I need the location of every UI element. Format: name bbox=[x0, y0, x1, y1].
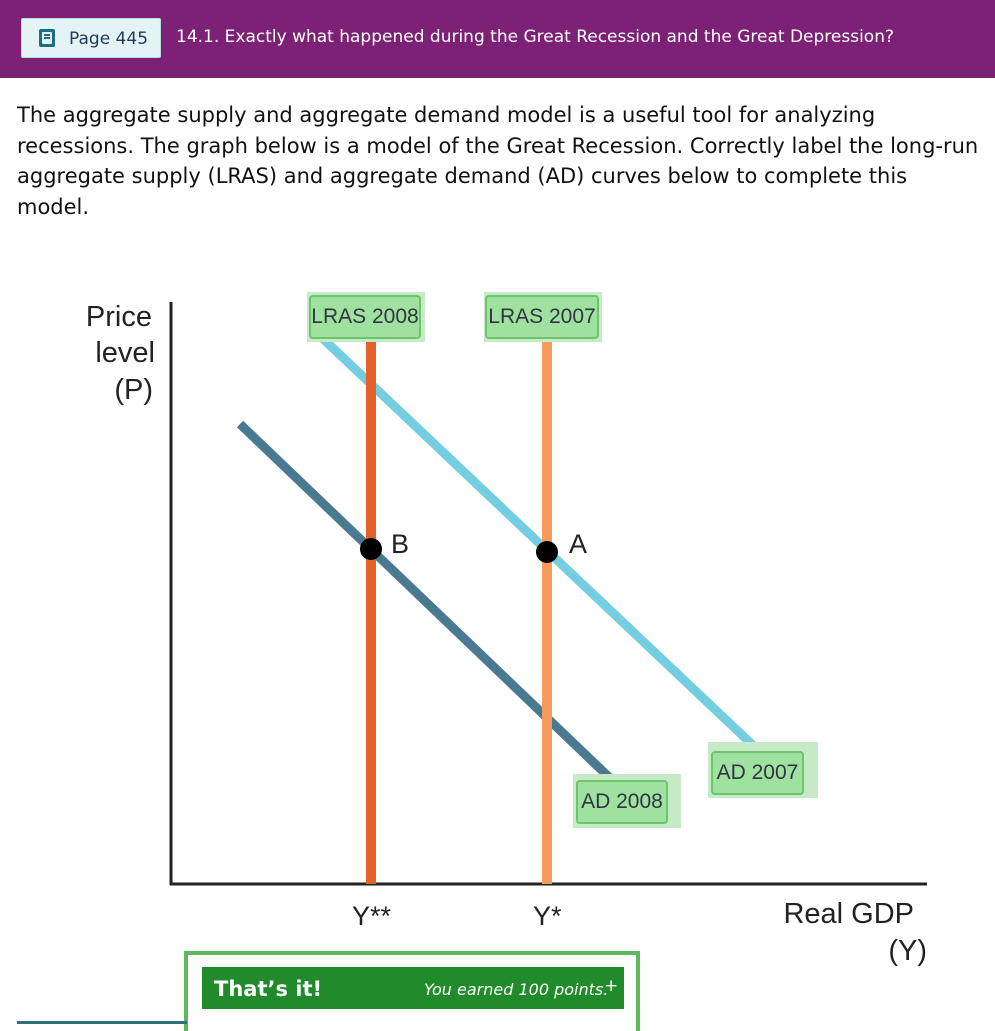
tick-label-y-star: Y* bbox=[533, 901, 562, 931]
ad-2007-curve bbox=[318, 334, 760, 752]
ad-2008-curve bbox=[240, 424, 612, 780]
feedback-title: That’s it! bbox=[214, 977, 323, 1001]
equilibrium-point-b bbox=[360, 538, 382, 560]
x-axis-label-line1: Real GDP bbox=[783, 898, 914, 930]
y-axis-label-line1: Price bbox=[85, 301, 152, 333]
feedback-banner bbox=[202, 967, 624, 1009]
label-chip-ad-2007[interactable]: AD 2007 bbox=[711, 751, 804, 795]
y-axis-label-line3: (P) bbox=[114, 374, 153, 406]
x-axis-label-line2: (Y) bbox=[888, 935, 927, 967]
question-text: The aggregate supply and aggregate demand model is a useful tool for analyzing recessions. The graph below is a model of the Great Recession. Correctly label the long-run aggregate supply (LRAS) and aggregate demand (AD) curves below to complete this model. bbox=[17, 103, 979, 219]
point-label-b: B bbox=[391, 529, 410, 559]
label-chip-ad-2008[interactable]: AD 2008 bbox=[576, 780, 668, 824]
feedback-panel bbox=[184, 951, 640, 1031]
point-label-a: A bbox=[569, 529, 588, 559]
label-chip-lras-2008[interactable]: LRAS 2008 bbox=[309, 295, 421, 339]
section-title: 14.1. Exactly what happened during the Great Recession and the Great Depression? bbox=[176, 27, 894, 47]
label-chip-lras-2007[interactable]: LRAS 2007 bbox=[485, 295, 599, 339]
feedback-message: You earned 100 points. bbox=[424, 980, 609, 999]
equilibrium-point-a bbox=[536, 541, 558, 563]
page-number-label: Page 445 bbox=[69, 29, 149, 49]
expand-plus-icon[interactable]: + bbox=[604, 976, 619, 996]
tick-label-y-double-star: Y** bbox=[352, 901, 392, 931]
y-axis-label-line2: level bbox=[95, 337, 155, 369]
